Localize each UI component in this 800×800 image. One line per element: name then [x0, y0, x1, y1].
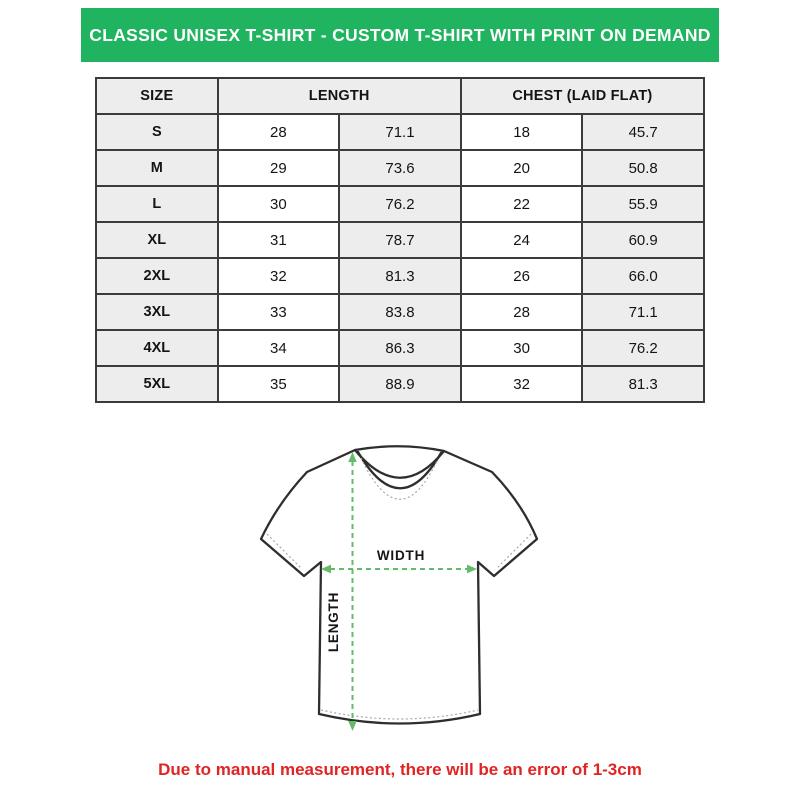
length-inches: 34	[218, 330, 340, 366]
note-text: Due to manual measurement, there will be an error of 1-3cm	[158, 760, 642, 779]
length-cm: 78.7	[339, 222, 461, 258]
length-inches: 31	[218, 222, 340, 258]
size-label: 2XL	[96, 258, 218, 294]
chest-inches: 24	[461, 222, 583, 258]
chest-cm: 71.1	[582, 294, 704, 330]
chest-cm: 76.2	[582, 330, 704, 366]
length-cm: 86.3	[339, 330, 461, 366]
arrow-down-icon	[348, 721, 357, 731]
length-cm: 88.9	[339, 366, 461, 402]
size-label: M	[96, 150, 218, 186]
chest-inches: 26	[461, 258, 583, 294]
length-label: LENGTH	[326, 591, 341, 653]
collar-back-line	[355, 446, 444, 451]
size-label: 5XL	[96, 366, 218, 402]
header-size: SIZE	[96, 78, 218, 114]
length-cm: 71.1	[339, 114, 461, 150]
header-length: LENGTH	[218, 78, 461, 114]
length-inches: 30	[218, 186, 340, 222]
length-cm: 76.2	[339, 186, 461, 222]
length-inches: 35	[218, 366, 340, 402]
width-label: WIDTH	[376, 548, 426, 563]
chest-cm: 66.0	[582, 258, 704, 294]
tshirt-outline-illustration	[261, 446, 537, 723]
chest-inches: 30	[461, 330, 583, 366]
chest-inches: 18	[461, 114, 583, 150]
chest-cm: 81.3	[582, 366, 704, 402]
measurement-note	[0, 760, 800, 780]
size-label: S	[96, 114, 218, 150]
length-inches: 29	[218, 150, 340, 186]
chest-inches: 32	[461, 366, 583, 402]
chest-cm: 55.9	[582, 186, 704, 222]
page-title: CLASSIC UNISEX T-SHIRT - CUSTOM T-SHIRT WITH PRINT ON DEMAND	[89, 24, 711, 45]
length-cm: 73.6	[339, 150, 461, 186]
size-label: 3XL	[96, 294, 218, 330]
length-inches: 28	[218, 114, 340, 150]
size-label: L	[96, 186, 218, 222]
chest-cm: 60.9	[582, 222, 704, 258]
size-label: 4XL	[96, 330, 218, 366]
chest-inches: 20	[461, 150, 583, 186]
chest-cm: 50.8	[582, 150, 704, 186]
length-inches: 33	[218, 294, 340, 330]
size-label: XL	[96, 222, 218, 258]
chest-inches: 22	[461, 186, 583, 222]
length-cm: 81.3	[339, 258, 461, 294]
header-chest: CHEST (LAID FLAT)	[461, 78, 704, 114]
chest-inches: 28	[461, 294, 583, 330]
length-inches: 32	[218, 258, 340, 294]
chest-cm: 45.7	[582, 114, 704, 150]
length-cm: 83.8	[339, 294, 461, 330]
